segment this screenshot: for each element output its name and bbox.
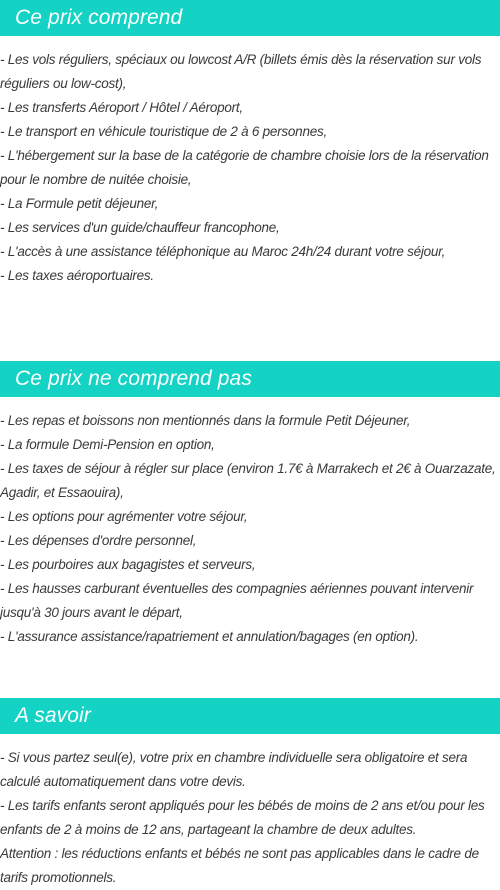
list-item: - Les options pour agrémenter votre séjour, bbox=[0, 509, 248, 524]
item-list bbox=[0, 36, 500, 288]
list-item: - Les transferts Aéroport / Hôtel / Aéroport, bbox=[0, 100, 243, 115]
item-list bbox=[0, 397, 500, 649]
list-item: - Les tarifs enfants seront appliqués pour les bébés de moins de 2 ans et/ou pour les enfants de 2 à moins de 12 ans, partageant la chambre de deux adultes. bbox=[0, 798, 485, 837]
section-title: Ce prix ne comprend pas bbox=[15, 367, 252, 390]
list-item: - Les taxes aéroportuaires. bbox=[0, 268, 154, 283]
section-title: A savoir bbox=[15, 704, 91, 727]
item-list bbox=[0, 734, 500, 890]
section-price-includes bbox=[0, 0, 500, 288]
list-item: - L'accès à une assistance téléphonique au Maroc 24h/24 durant votre séjour, bbox=[0, 244, 446, 259]
list-item: - Les hausses carburant éventuelles des compagnies aériennes pouvant intervenir jusqu'à 30 jours avant le départ, bbox=[0, 581, 474, 620]
list-item: - Les repas et boissons non mentionnés dans la formule Petit Déjeuner, bbox=[0, 413, 411, 428]
list-item: - Les vols réguliers, spéciaux ou lowcost A/R (billets émis dès la réservation sur vols réguliers ou low-cost), bbox=[0, 52, 482, 91]
section-header bbox=[0, 361, 500, 397]
list-item: - Les taxes de séjour à régler sur place (environ 1.7€ à Marrakech et 2€ à Ouarzazate, Agadir, et Essaouira), bbox=[0, 461, 496, 500]
section-header bbox=[0, 698, 500, 734]
section-good-to-know bbox=[0, 698, 500, 890]
list-item: - Les services d'un guide/chauffeur francophone, bbox=[0, 220, 280, 235]
list-item: - La Formule petit déjeuner, bbox=[0, 196, 159, 211]
list-item: - La formule Demi-Pension en option, bbox=[0, 437, 215, 452]
list-item: - L'assurance assistance/rapatriement et annulation/bagages (en option). bbox=[0, 629, 419, 644]
section-price-excludes bbox=[0, 361, 500, 649]
section-header bbox=[0, 0, 500, 36]
list-item: - Les pourboires aux bagagistes et serveurs, bbox=[0, 557, 256, 572]
list-item: - Le transport en véhicule touristique de 2 à 6 personnes, bbox=[0, 124, 327, 139]
list-item: Attention : les réductions enfants et bébés ne sont pas applicables dans le cadre de tarifs promotionnels. bbox=[0, 846, 479, 885]
list-item: - Si vous partez seul(e), votre prix en chambre individuelle sera obligatoire et sera calculé automatiquement dans votre devis. bbox=[0, 750, 468, 789]
list-item: - Les dépenses d'ordre personnel, bbox=[0, 533, 197, 548]
list-item: - L'hébergement sur la base de la catégorie de chambre choisie lors de la réservation pour le nombre de nuitée choisie, bbox=[0, 148, 489, 187]
section-title: Ce prix comprend bbox=[15, 6, 183, 29]
